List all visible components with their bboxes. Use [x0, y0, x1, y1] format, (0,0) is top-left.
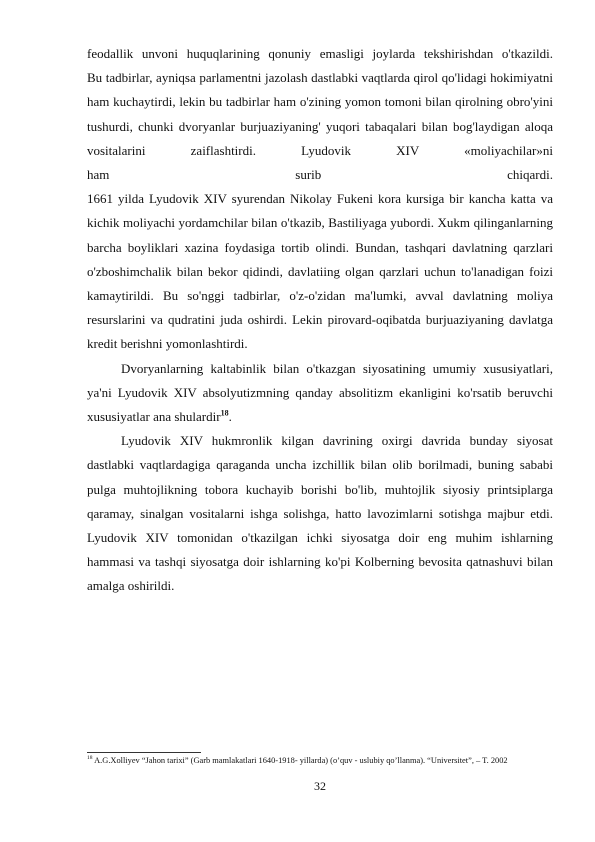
paragraph-1-line-1: feodallik unvoni huquqlarining qonuniy emasligi joylarda tekshirishdan o'tkazildi.	[87, 46, 553, 61]
paragraph-1-body: Bu tadbirlar, ayniqsa parlamentni jazolash dastlabki vaqtlarda qirol qo'lidagi hokimiyatni ham kuchaytirdi, lekin bu tadbirlar ham o'zining yomon tomoni bilan qirolning obro'yini tushurdi, chunki dvoryanlar burjuaziyaning' yuqori tabaqalari bilan bog'laydigan aloqa vositalarini zaiflashtirdi. Lyudovik XIV «moliyachilar»ni	[87, 70, 553, 158]
footnote-text: A.G.Xolliyev “Jahon tarixi” (Garb mamlakatlari 1640-1918- yillarda) (o’quv - uslubiy qo’llanma). “Universitet”, – T. 2002	[92, 756, 508, 765]
paragraph-2: 1661 yilda Lyudovik XIV syurendan Nikolay Fukeni kora kursiga bir kancha katta va kichik moliyachi yordamchilar bilan o'tkazib, Bastiliyaga yubordi. Xukm qilinganlarning barcha boyliklari xazina foydasiga tortib olindi. Bundan, tashqari davlatning qarzlari o'zboshimchalik bilan bekor qidindi, davlatiing olgan qarzlari uchun to'lanadigan foizi kamaytirildi. Bu so'nggi tadbirlar, o'z-o'zidan ma'lumki, avval davlatning moliya resurslarini va qudratini juda oshirdi. Lekin pirovard-oqibatda burjuaziyaning davlatga kredit berishni yomonlashtirdi.	[87, 191, 553, 352]
page-number: 32	[314, 779, 326, 793]
paragraph-1	[87, 42, 553, 187]
footnote-separator	[87, 752, 201, 753]
paragraph-1-last-line: ham surib chiqardi.	[87, 167, 553, 183]
body-text	[87, 42, 553, 599]
paragraph-3-text: Dvoryanlarning kaltabinlik bilan o'tkazgan siyosatining umumiy xususiyatlari, ya'ni Lyudovik XIV absolyutizmning qanday absolitizm ekanligini ko'rsatib beruvchi xususiyatlar ana shulardir	[87, 360, 553, 425]
footnote-marker: 18	[87, 755, 93, 762]
footnote-reference[interactable]: 18	[220, 408, 229, 418]
paragraph-4: Lyudovik XIV hukmronlik kilgan davrining oxirgi davrida bunday siyosat dastlabki vaqtlardagiga qaraganda uncha izchillik bilan olib borilmadi, buning sababi pulga muhtojlikning tobora kuchayib borishi bo'lib, muhtojlik siyosiy printsiplarga qaramay, sinalgan vositalarni ishga solishga, hatto lavozimlarni sotishga majbur etdi. Lyudovik XIV tomonidan o'tkazilgan ichki siyosatga doir eng muhim ishlarning hammasi va tashqi siyosatga doir ishlarning ko'pi Kolberning bevosita qatnashuvi bilan amalga oshirildi.	[87, 433, 553, 594]
paragraph-3-end: .	[228, 409, 232, 425]
paragraph-3	[87, 357, 553, 430]
footnote	[87, 755, 557, 767]
